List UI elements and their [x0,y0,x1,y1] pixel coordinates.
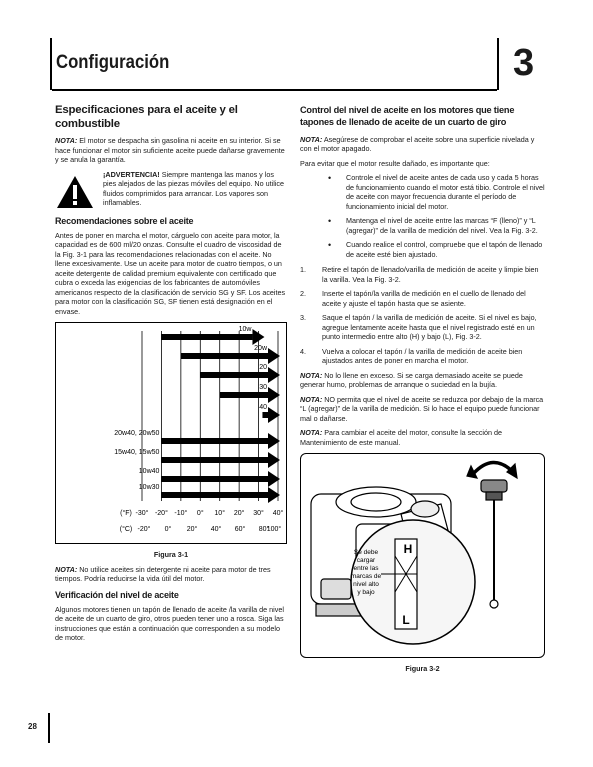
note-label: NOTA: [300,394,323,404]
low-mark-label: L [402,613,410,628]
warning-body: Siempre mantenga las manos y los pies alejados de las piezas móviles del equipo. No utilice fluidos comprimidos para arrancar. Los vapores son inflamables. [103,169,284,208]
step-text: Vuelva a colocar el tapón / la varilla de medición de aceite bien ajustados antes de poner en marcha el motor. [322,346,523,366]
fill-note-line: cargar [356,557,376,565]
step-item [300,289,545,308]
engine-dipstick-drawing [301,454,544,657]
chart-tick-label-c: (°C) [119,526,133,534]
header-rule [52,89,497,91]
list-item: • Cuando realice el control, compruebe que el tapón de llenado de aceite esté bien ajustado. [300,240,545,259]
chart-series-label: 40 [259,404,267,412]
oil-recommendations-text: Antes de poner en marcha el motor, cárguelo con aceite para motor, la capacidad es de 600 ml/20 onzas. Consulte el cuadro de viscosidad de la Fig. 3-1 para las recomendaciones relacionadas con el aceite. No llene excesivamente. Use un aceite para motor de cuatro tiempos, o un aceite detergente de calidad premium equivalente con certificado que cubra o exceda las exigencias de los fabricantes de automóviles americanos respecto de la clasificación de servicio SG y SF. Los aceites para motor con la clasificación SG, SF tienen está designación en el envase. [55,230,286,316]
step-number: 4. [300,346,306,356]
warning-triangle-icon [55,174,95,210]
chart-tick-label-c: 100° [266,526,282,534]
chart-bar [161,457,268,463]
chart-bar [200,372,268,378]
chart-bar [262,412,268,418]
chart-tick-label-f: -30° [135,510,149,518]
figure-3-1-viscosity-chart [55,322,287,544]
step-number: 2. [300,289,306,299]
note-label: NOTA: [300,370,323,380]
chart-tick-label-c: 60° [234,526,246,534]
chart-bar [161,438,268,444]
chart-series-label: 20w [254,345,267,353]
right-column [300,104,545,679]
note-low-level [300,395,545,424]
chart-tick-label-f: 40° [272,510,284,518]
fill-note-line: entre las [353,565,379,573]
list-item: • Controle el nivel de aceite antes de cada uso y cada 5 horas de funcionamiento cuando el motor está tibio. Controle el nivel de aceite con mayor frecuencia durante el período de funcionamiento inicial del motor. [300,173,545,211]
chart-series-label: 20 [259,364,267,372]
chart-tick-label-f: 10° [214,510,226,518]
note-text: No utilice aceites sin detergente ni aceite para motor de tres tiempos. Podría reducirse la vida útil del motor. [55,564,271,584]
page-title: Configuración [56,52,170,73]
figure-3-2-dipstick-illustration [300,453,545,658]
chart-tick-label-f: 30° [253,510,264,518]
chart-bar [161,492,268,498]
warning-label: ¡ADVERTENCIA! [103,169,160,179]
left-column [55,104,287,648]
note-label: NOTA: [300,428,323,438]
chart-tick-label-c: 80° [258,526,270,534]
note-text: No lo llene en exceso. Si se carga demasiado aceite se puede generar humo, problemas de arranque o suciedad en la bujía. [300,370,523,390]
note-overfill [300,371,545,390]
note-label: NOTA: [55,136,78,146]
chart-bar [181,353,268,359]
note-label: NOTA: [300,134,323,144]
chart-series-label: 10w [238,326,252,334]
high-mark-label: H [403,542,413,557]
step-item [300,347,545,366]
chart-tick-label-f: -10° [174,510,188,518]
heading-oil-recommendations: Recomendaciones sobre el aceite [55,215,194,226]
chart-tick-label-f: 0° [196,510,204,518]
chart-series-label: 15w40, 15w50 [114,449,160,457]
oil-level-check-text: Algunos motores tienen un tapón de llenado de aceite /la varilla de nivel de aceite de un cuarto de giro, otros pueden tener uno a rosca. Siga las instrucciones que están a continuación que corresponden a su modelo de motor. [55,604,284,643]
chart-tick-label-c: 20° [186,526,198,534]
figure-3-1-caption: Figura 3-1 [153,550,189,560]
note-text: Asegúrese de comprobar el aceite sobre una superficie nivelada y con el motor apagado. [300,134,535,154]
note-detergent [55,565,287,584]
heading-specifications: Especificaciones para el aceite y el combustible [55,104,238,130]
step-number: 3. [300,313,306,323]
note-text: NO permita que el nivel de aceite se reduzca por debajo de la marca “L (agregar)” de la varilla de medición. Si lo hace el equipo puede funcionar mal o dañarse. [300,394,544,423]
requirements-list [300,173,545,259]
chart-series-label: 20w40, 20w50 [114,430,160,438]
note-text: El motor se despacha sin gasolina ni aceite en su interior. Si se hace funcionar el motor sin suficiente aceite puede dañarse gravemente y se anula la garantía. [55,136,285,165]
chart-tick-label-f: 20° [233,510,245,518]
step-item [300,265,545,284]
note-oil-change [300,428,545,447]
heading-quarter-turn-control: Control del nivel de aceite en los motores que tiene tapones de llenado de aceite de un cuarto de giro [300,105,515,128]
fill-note-line: y bajo [357,589,375,597]
warning-text [103,170,287,210]
chart-tick-label-c: -20° [137,526,151,534]
header-left-bar [50,38,52,90]
step-item [300,313,545,342]
note-label: NOTA: [55,564,78,574]
chart-series-label: 10w40 [138,468,160,476]
chart-tick-label-c: 40° [210,526,222,534]
warning-block [55,170,287,210]
fill-note-line: marcas de [350,573,382,581]
heading-oil-level-check: Verificación del nivel de aceite [55,589,179,600]
chart-tick-label-f: (°F) [120,510,132,518]
step-number: 1. [300,265,306,275]
page-number: 28 [28,722,37,731]
chart-bar [161,476,268,482]
fill-note-line: Se debe [353,549,379,557]
header-right-bar [497,38,499,90]
chart-tick-label-f: -20° [154,510,168,518]
chart-series-label: 30 [259,384,267,392]
chart-bar [220,392,268,398]
list-item: • Mantenga el nivel de aceite entre las marcas “F (lleno)” y “L (agregar)” de la varilla de medición del nivel. Vea la Fig. 3-2. [300,216,545,235]
step-text: Saque el tapón / la varilla de medición de aceite. Si el nivel es bajo, agregue lentamente aceite hasta que el nivel registrado esté en un punto intermedio entre alto (H) y bajo (L), Fig. 3-2. [322,313,537,342]
note-level-surface [300,135,545,154]
chart-tick-label-c: 0° [164,526,172,534]
intro-text: Para evitar que el motor resulte dañado, es importante que: [300,158,490,168]
fill-note-line: nivel alto [353,581,379,589]
step-text: Retire el tapón de llenado/varilla de medición de aceite y limpie bien la varilla. Vea la Fig. 3-2. [322,265,539,284]
chart-bar [161,334,252,340]
note-no-oil [55,136,287,165]
chart-series-label: 10w30 [138,484,160,492]
figure-3-2-caption: Figura 3-2 [405,664,440,674]
footer-bar [48,713,50,743]
note-text: Para cambiar el aceite del motor, consulte la sección de Mantenimiento de este manual. [300,428,503,447]
chapter-number: 3 [513,42,535,84]
viscosity-chart-svg [56,323,286,543]
steps-list [300,265,545,366]
step-text: Inserte el tapón/la varilla de medición en el cuello de llenado del aceite y ajuste el tapón hasta que se asiente. [322,289,526,308]
